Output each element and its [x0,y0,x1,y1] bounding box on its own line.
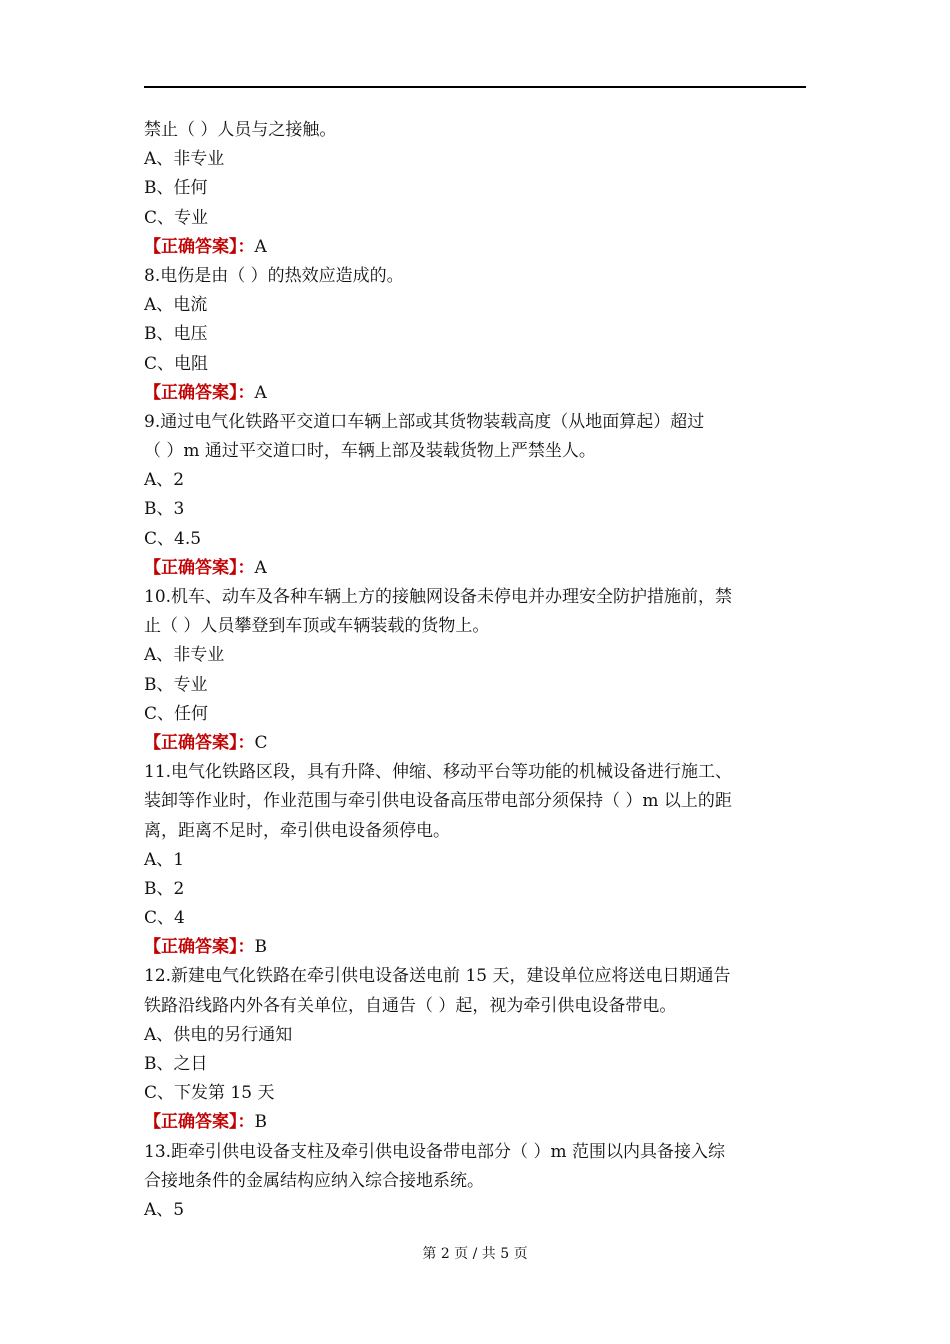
option-c: C、4.5 [144,528,202,549]
option-b: B、2 [144,878,185,899]
option-a: A、供电的另行通知 [144,1024,293,1045]
question-text: 8.电伤是由（ ）的热效应造成的。 [144,265,404,286]
question-text: 13.距牵引供电设备支柱及牵引供电设备带电部分（ ）m 范围以内具备接入综 [144,1141,725,1162]
question-text: 装卸等作业时，作业范围与牵引供电设备高压带电部分须保持（ ）m 以上的距 [144,791,732,812]
answer-value: B [254,1112,267,1133]
option-a: A、1 [144,849,185,870]
option-a: A、2 [144,470,185,491]
option-b: B、3 [144,499,185,520]
question-list [144,116,806,1225]
option-a: A、5 [144,1199,185,1220]
answer-label: 【正确答案】： [144,557,255,578]
question-text: 禁止（ ）人员与之接触。 [144,120,337,140]
question-text: 合接地条件的金属结构应纳入综合接地系统。 [144,1170,484,1191]
option-a: A、电流 [144,295,208,316]
answer-label: 【正确答案】： [144,1112,255,1133]
question-text: （ ）m 通过平交道口时，车辆上部及装载货物上严禁坐人。 [144,441,596,462]
answer-line [144,554,806,583]
question-text: 12.新建电气化铁路在牵引供电设备送电前 15 天，建设单位应将送电日期通告 [144,966,731,987]
question-text: 11.电气化铁路区段，具有升降、伸缩、移动平台等功能的机械设备进行施工、 [144,762,733,783]
page-footer: 第 2 页 / 共 5 页 [422,1246,528,1262]
option-c: C、任何 [144,703,209,724]
header-rule [144,86,806,88]
answer-label: 【正确答案】： [144,732,255,753]
option-a: A、非专业 [144,645,225,666]
answer-line [144,233,806,262]
answer-value: C [254,732,268,753]
option-c: C、电阻 [144,353,209,374]
answer-line [144,729,806,758]
answer-value: A [254,236,267,257]
question-text: 10.机车、动车及各种车辆上方的接触网设备未停电并办理安全防护措施前，禁 [144,587,733,607]
option-b: B、电压 [144,324,208,345]
option-b: B、专业 [144,674,208,695]
option-a: A、非专业 [144,149,225,170]
option-c: C、专业 [144,207,209,228]
answer-line [144,1108,806,1137]
answer-value: B [254,937,267,958]
option-b: B、任何 [144,178,208,199]
option-c: C、4 [144,908,185,929]
answer-value: A [254,382,267,403]
question-text: 离，距离不足时，牵引供电设备须停电。 [144,820,450,841]
answer-line [144,379,806,408]
option-c: C、下发第 15 天 [144,1083,275,1104]
answer-label: 【正确答案】： [144,382,255,403]
answer-line [144,933,806,962]
question-text: 止（ ）人员攀登到车顶或车辆装载的货物上。 [144,616,490,637]
question-text: 9.通过电气化铁路平交道口车辆上部或其货物装载高度（从地面算起）超过 [144,411,705,432]
answer-value: A [254,557,267,578]
question-text: 铁路沿线路内外各有关单位，自通告（ ）起，视为牵引供电设备带电。 [144,995,677,1016]
option-b: B、之日 [144,1054,208,1074]
answer-label: 【正确答案】： [144,236,255,257]
answer-label: 【正确答案】： [144,937,255,958]
